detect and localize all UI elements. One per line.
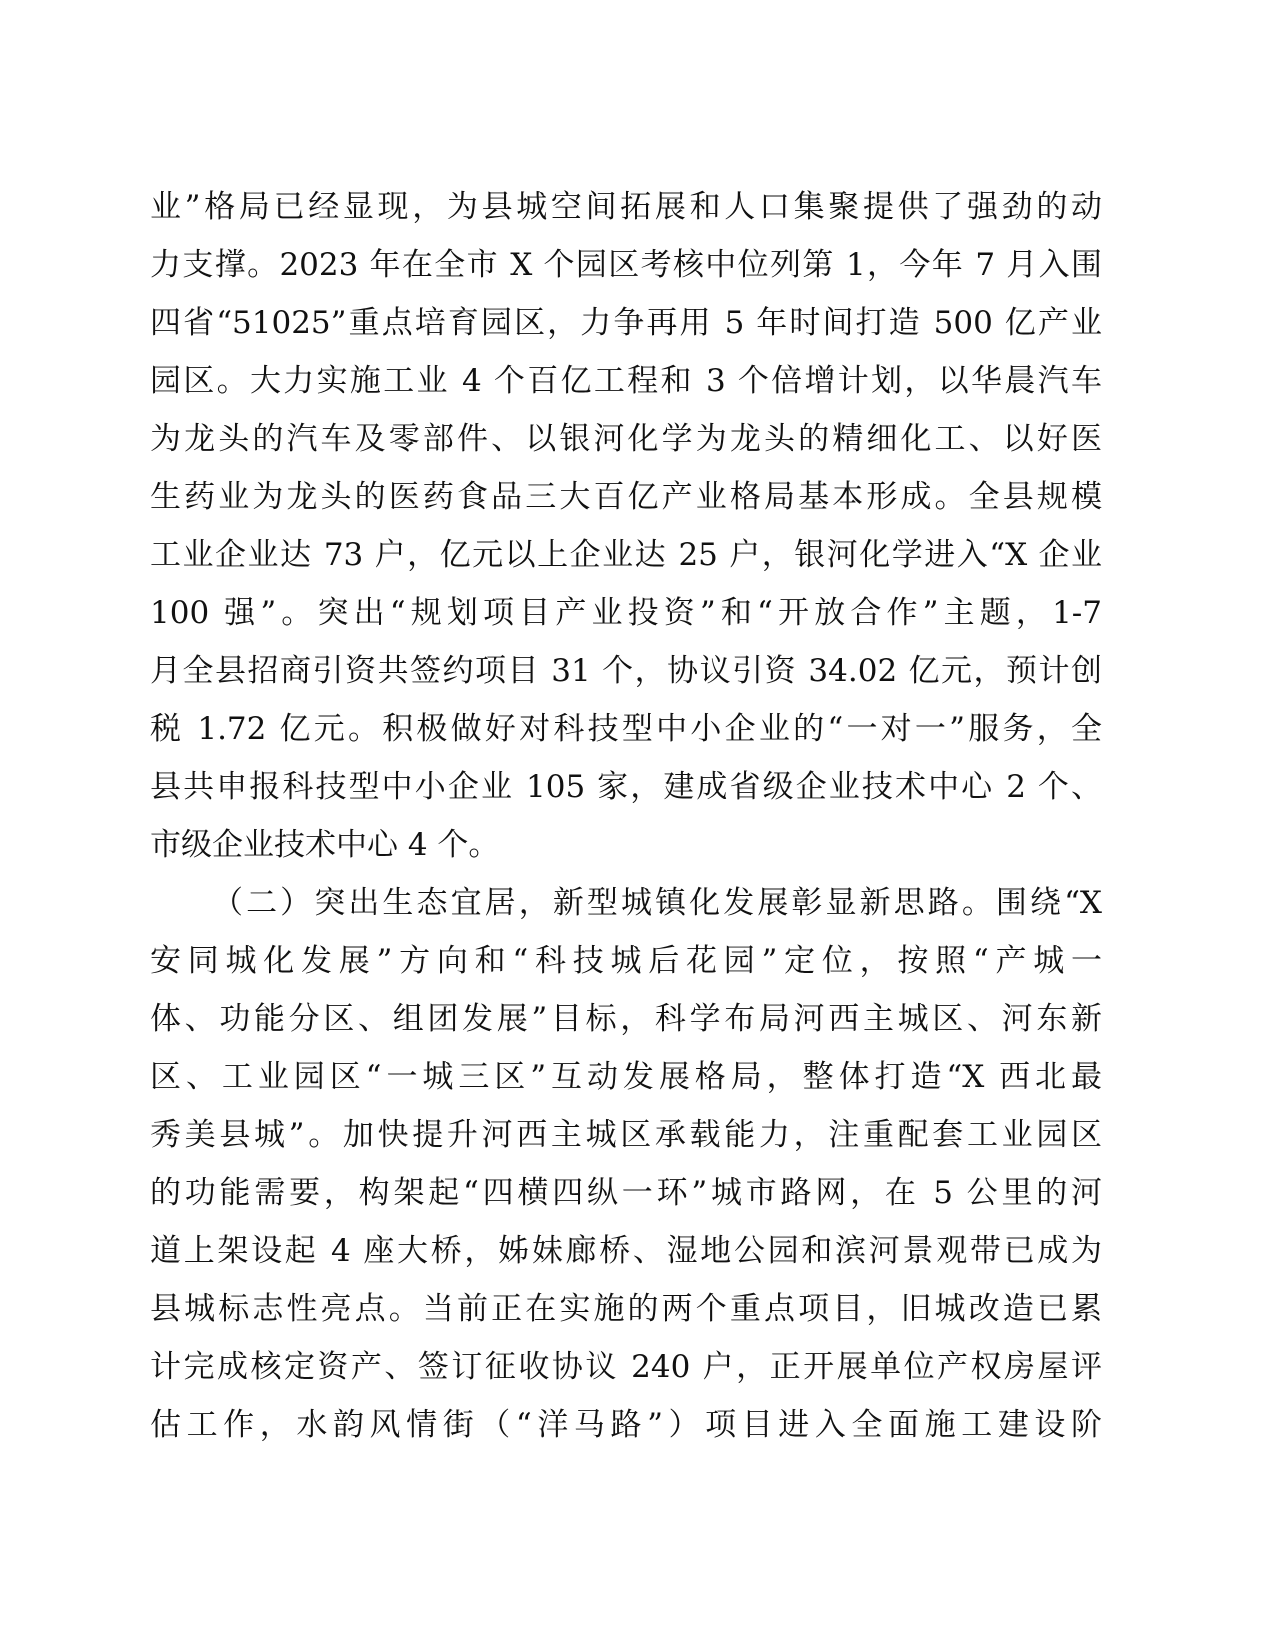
text-line: 计完成核定资产、签订征收协议 240 户，正开展单位产权房屋评 [150,1349,1102,1385]
text-line: 县共申报科技型中小企业 105 家，建成省级企业技术中心 2 个、 [150,769,1102,805]
text-line: 月全县招商引资共签约项目 31 个，协议引资 34.02 亿元，预计创 [150,653,1102,689]
text-line: 四省“51025”重点培育园区，力争再用 5 年时间打造 500 亿产业 [150,305,1102,341]
text-line: 税 1.72 亿元。积极做好对科技型中小企业的“一对一”服务，全 [150,711,1102,747]
paragraph-industrial-park [150,178,1102,874]
text-line: 100 强”。突出“规划项目产业投资”和“开放合作”主题，1-7 [150,595,1102,631]
text-line: 体、功能分区、组团发展”目标，科学布局河西主城区、河东新 [150,1001,1102,1037]
text-line: 生药业为龙头的医药食品三大百亿产业格局基本形成。全县规模 [150,479,1102,515]
text-line: 园区。大力实施工业 4 个百亿工程和 3 个倍增计划，以华晨汽车 [150,363,1102,399]
text-line: 安同城化发展”方向和“科技城后花园”定位，按照“产城一 [150,943,1102,979]
text-line: 的功能需要，构架起“四横四纵一环”城市路网，在 5 公里的河 [150,1175,1102,1211]
text-line: 业”格局已经显现，为县城空间拓展和人口集聚提供了强劲的动 [150,189,1102,225]
text-line: 估工作，水韵风情街（“洋马路”）项目进入全面施工建设阶 [150,1407,1102,1443]
text-line: 工业企业达 73 户，亿元以上企业达 25 户，银河化学进入“X 企业 [150,537,1102,573]
text-line: 市级企业技术中心 4 个。 [150,827,500,863]
section-heading-line: （二）突出生态宜居，新型城镇化发展彰显新思路。围绕“X [212,885,1102,921]
text-line: 秀美县城”。加快提升河西主城区承载能力，注重配套工业园区 [150,1117,1102,1153]
document-body [150,178,1102,1454]
text-line: 区、工业园区“一城三区”互动发展格局，整体打造“X 西北最 [150,1059,1102,1095]
text-line: 力支撑。2023 年在全市 X 个园区考核中位列第 1，今年 7 月入围 [150,247,1102,283]
text-line: 为龙头的汽车及零部件、以银河化学为龙头的精细化工、以好医 [150,421,1102,457]
text-line: 道上架设起 4 座大桥，姊妹廊桥、湿地公园和滨河景观带已成为 [150,1233,1102,1269]
paragraph-urbanization [150,874,1102,1454]
text-line: 县城标志性亮点。当前正在实施的两个重点项目，旧城改造已累 [150,1291,1102,1327]
